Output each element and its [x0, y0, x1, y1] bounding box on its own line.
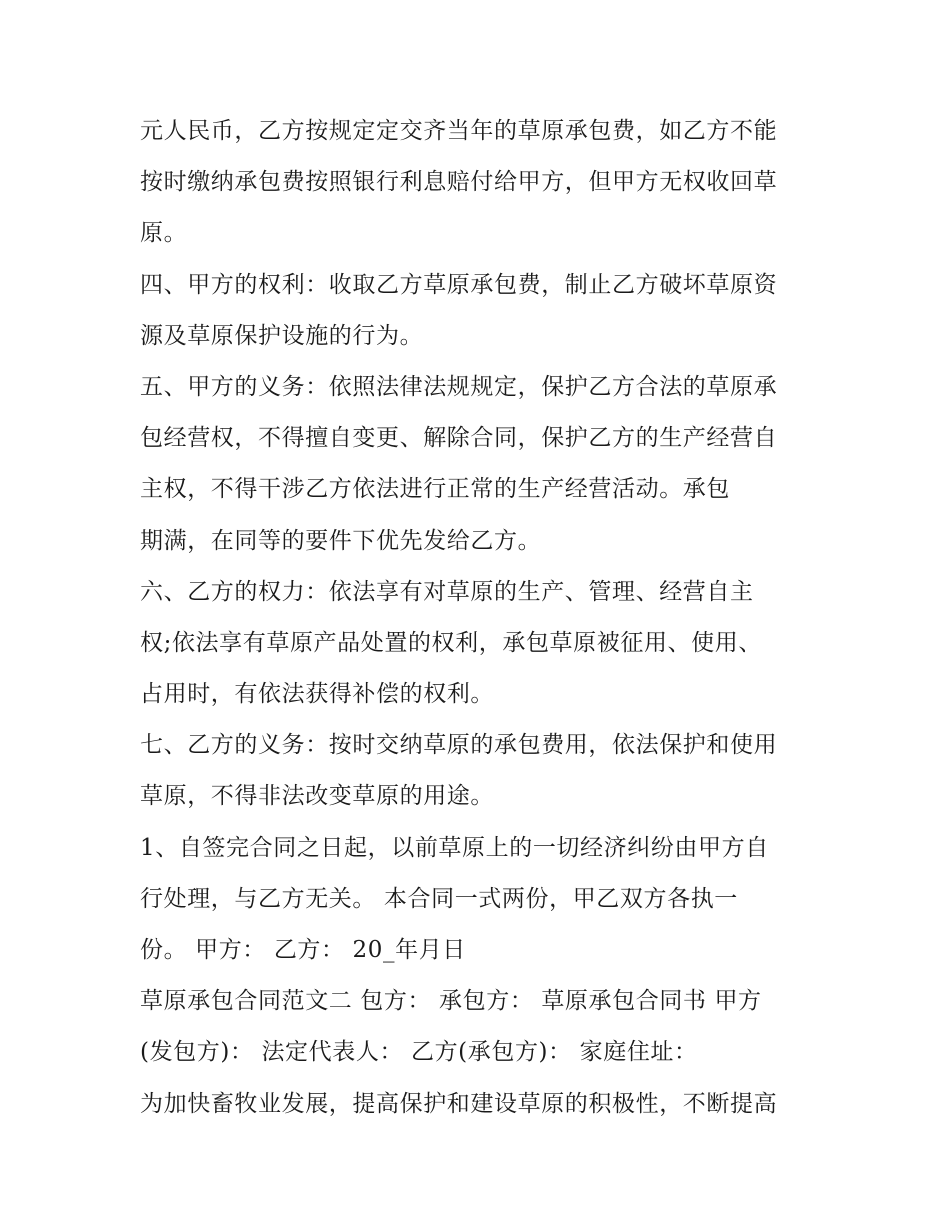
text-line: 六、乙方的权力：依法享有对草原的生产、管理、经营自主 [140, 578, 754, 605]
text-line: 1、自签完合同之日起，以前草原上的一切经济纠纷由甲方自 [140, 834, 769, 861]
text-line: 占用时，有依法获得补偿的权利。 [140, 681, 494, 708]
text-line: 包经营权，不得擅自变更、解除合同，保护乙方的生产经营自 [140, 425, 778, 452]
text-line: 草原，不得非法改变草原的用途。 [140, 783, 494, 810]
text-line: 按时缴纳承包费按照银行利息赔付给甲方，但甲方无权收回草 [140, 169, 778, 196]
text-line: 原。 [140, 220, 188, 247]
text-line: 份。 甲方： 乙方： 20_年月日 [140, 937, 466, 963]
text-line: 七、乙方的义务：按时交纳草原的承包费用，依法保护和使用 [140, 732, 778, 759]
text-line: 草原承包合同范文二 包方： 承包方： 草原承包合同书 甲方 [140, 988, 762, 1015]
text-line: 四、甲方的权利：收取乙方草原承包费，制止乙方破坏草原资 [140, 271, 778, 298]
text-line: 源及草原保护设施的行为。 [140, 322, 424, 349]
text-line: (发包方)： 法定代表人： 乙方(承包方)： 家庭住址： [140, 1039, 698, 1066]
text-line: 权;依法享有草原产品处置的权利，承包草原被征用、使用、 [140, 629, 762, 656]
text-line: 为加快畜牧业发展，提高保护和建设草原的积极性，不断提高 [140, 1090, 778, 1117]
document-body [140, 106, 820, 1130]
text-line: 五、甲方的义务：依照法律法规规定，保护乙方合法的草原承 [140, 373, 778, 400]
text-line: 元人民币，乙方按规定定交齐当年的草原承包费，如乙方不能 [140, 118, 778, 144]
text-line: 主权，不得干涉乙方依法进行正常的生产经营活动。承包 [140, 476, 730, 503]
text-line: 行处理，与乙方无关。 本合同一式两份，甲乙双方各执一 [140, 885, 738, 912]
text-line: 期满，在同等的要件下优先发给乙方。 [140, 527, 542, 554]
